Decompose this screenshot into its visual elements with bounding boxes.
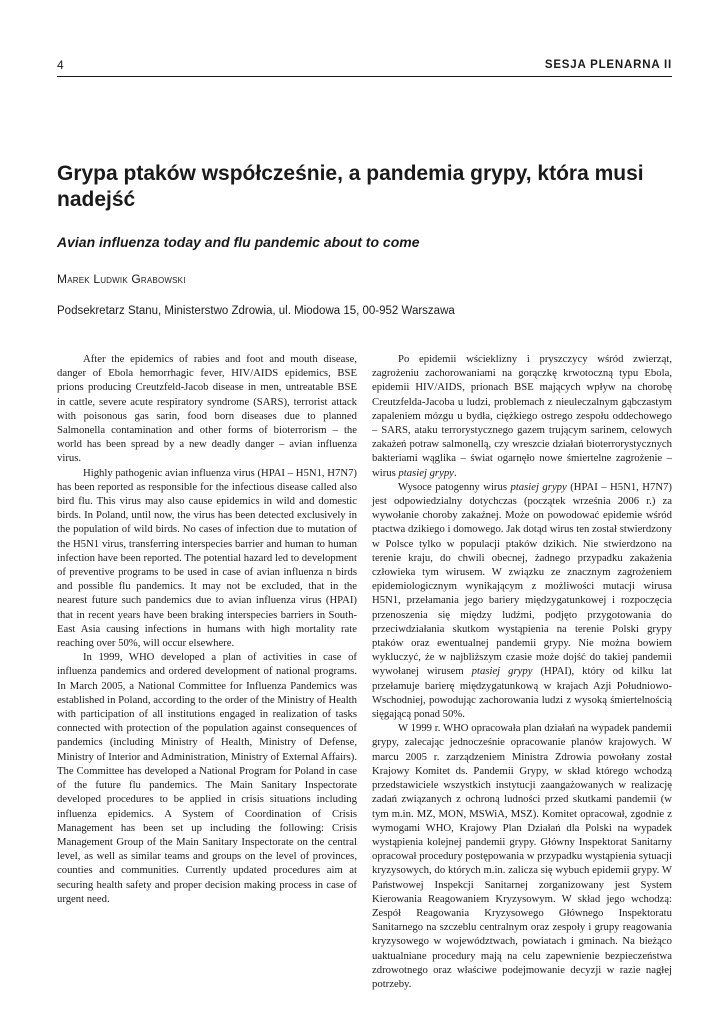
emphasis: ptasiej grypy bbox=[510, 480, 567, 493]
english-column bbox=[57, 352, 357, 906]
section-label: SESJA PLENARNA II bbox=[544, 59, 672, 71]
polish-paragraph bbox=[372, 480, 672, 721]
header-rule bbox=[57, 76, 672, 77]
text-run: Wysoce patogenny wirus bbox=[398, 480, 511, 493]
english-paragraph: After the epidemics of rabies and foot and mouth disease, danger of Ebola hemorrhagic fever, HIV/AIDS epidemics, BSE prions producing Creutzfeld-Jacob disease in men, untreatable BSE in cattle, severe acute respiratory syndrome (SARS), terrorist attack with poisonous gas sarin, food born diseases due to planned Salmonella contamination and other forms of bioterrorism – the world has been spread by a new deadly danger – avian influenza virus. bbox=[57, 353, 357, 465]
text-run: Po epidemii wścieklizny i pryszczycy wśród zwierząt, zagrożeniu zachorowaniami na gorączkę krwotoczną typu Ebola, epidemii HIV/AIDS, prionach BSE mających wpływ na chorobę Creutzfelda-Jacoba u ludzi, problemach z nieuleczalnym gąbczastym zapaleniem mózgu u bydła, ciężkiego ostrego zespołu oddechowego – SARS, ataku terrorystycznego gazem trującym sarinem, celowych zakażeń potraw salmonellą, czy wreszcie działań bioterrorystycznych bakteriami wąglika – świat ogarnęło nowe śmiertelne zagrożenie – wirus bbox=[372, 353, 672, 479]
english-paragraph: In 1999, WHO developed a plan of activities in case of influenza pandemics and ordered development of national programs. In March 2005, a National Committee for Influenza Pandemics was established in Poland, according to the order of the Ministry of Health with participation of all institutions engaged in realization of tasks connected with protection of the population against consequences of pandemics (including Ministry of Health, Ministry of Defense, Ministry of Interior and Administration, Ministry of External Affairs). The Committee has developed a National Program for Poland in case of the future flu pandemics. The Main Sanitary Inspectorate developed procedures to be applied in crisis situations including influenza epidemics. A System of Coordination of Crisis Management has been set up including the following: Crisis Management Group of the Main Sanitary Inspectorate on the central level, as well as similar teams and groups on the level of provinces, counties and communities. Currently updated procedures aim at securing health safety and proper decision making process in case of urgent need. bbox=[57, 651, 357, 905]
emphasis: ptasiej grypy bbox=[471, 665, 533, 678]
english-paragraph: Highly pathogenic avian influenza virus (HPAI – H5N1, H7N7) has been reported as responsible for the infectious disease called also bird flu. This virus may also cause epidemics in wild and domestic birds. In Poland, until now, the virus has been detected exclusively in the population of wild birds. No cases of infection due to mutation of the H5N1 virus, transferring interspecies barrier and human to human infection have been reported. The potential hazard led to development of preventive programs to be used in case of avian influenza n birds and possible flu pandemics. It may not be excluded, that in the nearest future such pandemics due to avian influenza virus (HPAI) that in recent years have been braking interspecies barriers in South-East Asia causing infections in humans with high mortality rate reaching over 50%, will occur elsewhere. bbox=[57, 466, 357, 650]
author-affiliation: Podsekretarz Stanu, Ministerstwo Zdrowia, ul. Miodowa 15, 00-952 Warszawa bbox=[57, 305, 455, 317]
article-title: Grypa ptaków współcześnie, a pandemia grypy, która musi nadejść bbox=[57, 162, 644, 211]
text-run: (HPAI – H5N1, H7N7) jest odpowiedzialny dotychczas (początek września 2006 r.) za wywołanie choroby zakaźnej. Może on powodować epidemie wśród ptactwa dzikiego i domowego. Jak dotąd wirus ten został stwierdzony w Polsce tylko w populacji ptaków dzikich. Nie stwierdzono na terenie kraju, do chwili obecnej, żadnego przypadku zakażenia człowieka tym wirusem. W związku ze znacznym zagrożeniem epidemiologicznym wynikającym z możliwości mutacji wirusa H5N1, przełamania jego bariery międzygatunkowej i rozpoczęcia przenoszenia się między ludźmi, podjęto przygotowania do przeciwdziałania skutkom wystąpienia na terenie Polski grypy ptaków oraz ewentualnej pandemii grypy. Nie można bowiem wykluczyć, że w najbliższym czasie może dojść do takiej pandemii wywołanej wirusem bbox=[372, 480, 672, 678]
article-subtitle: Avian influenza today and flu pandemic about to come bbox=[57, 234, 420, 250]
polish-paragraph: W 1999 r. WHO opracowała plan działań na wypadek pandemii grypy, zalecając jednocześnie opracowanie planów krajowych. W marcu 2005 r. zarządzeniem Ministra Zdrowia powołany został Krajowy Komitet ds. Pandemii Grypy, w skład którego wchodzą przedstawiciele wszystkich instytucji zaangażowanych w realizację zadań związanych z ochroną ludności przed skutkami pandemii (w tym m.in. MZ, MON, MSWiA, MSZ). Komitet opracował, zgodnie z wymogami WHO, Krajowy Plan Działań dla Polski na wypadek wystąpienia kolejnej pandemii grypy. Główny Inspektorat Sanitarny opracował procedury postępowania w przypadku wystąpienia sytuacji kryzysowych, do których m.in. zalicza się wybuch epidemii grypy. W Państwowej Inspekcji Sanitarnej zorganizowany jest System Kierowania Reagowaniem Kryzysowym. W skład jego wchodzą: Zespół Reagowania Kryzysowego Głównego Inspektoratu Sanitarnego na szczeblu centralnym oraz zespoły i grupy reagowania kryzysowego w województwach, powiatach i gminach. Na bieżąco uaktualniane procedury mają na celu zapewnienie bezpieczeństwa zdrowotnego oraz właściwe podejmowanie decyzji w razie nagłej potrzeby. bbox=[372, 722, 672, 990]
polish-paragraph bbox=[372, 352, 672, 480]
author-name: Marek Ludwik Grabowski bbox=[57, 272, 186, 286]
text-run: . bbox=[453, 466, 457, 479]
emphasis: ptasiej grypy bbox=[398, 466, 454, 479]
text-run: (HPAI), który od kilku lat przełamuje barierę międzygatunkową w krajach Azji Południowo-Wschodniej, powodując zachorowania ludzi z wysoką śmiertelnością sięgającą ponad 50%. bbox=[372, 665, 672, 721]
polish-column bbox=[372, 352, 672, 991]
page-number: 4 bbox=[57, 58, 64, 72]
